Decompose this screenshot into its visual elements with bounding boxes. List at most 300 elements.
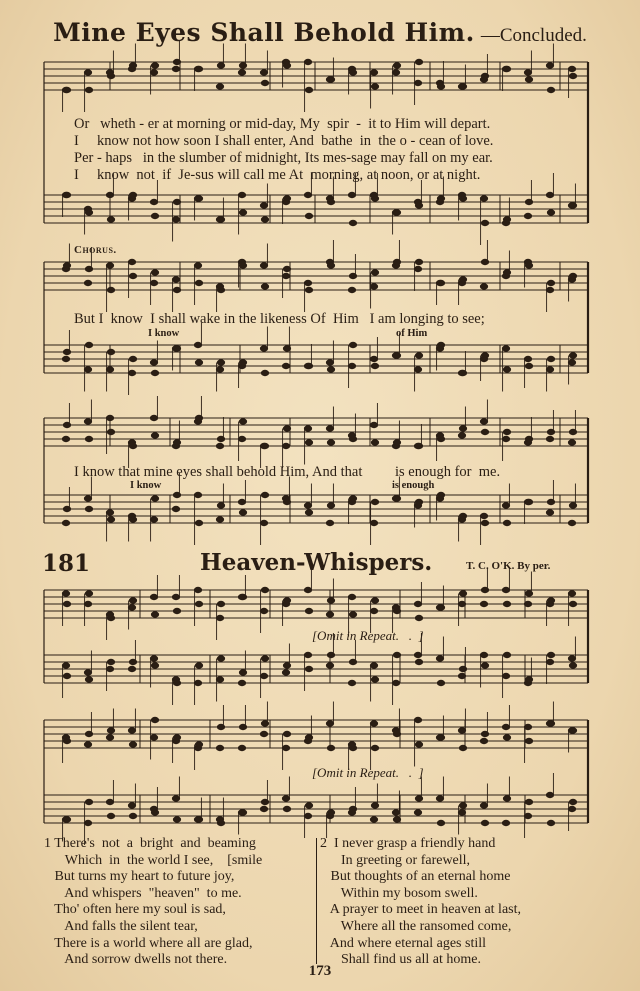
note-head xyxy=(327,263,334,268)
note-head xyxy=(327,440,334,445)
note-head xyxy=(260,263,267,268)
note-head xyxy=(172,277,179,282)
stanza-2: 2 I never grasp a friendly hand In greeting or farewell, But thoughts of an eternal home Within my bosom swell. A prayer to meet in heaven at last, Where all the ransomed come, And where eternal ages still Shall find us all at home. xyxy=(320,836,521,968)
note-head xyxy=(62,436,69,441)
note-head xyxy=(84,496,91,501)
note-head xyxy=(194,680,201,685)
note-head xyxy=(569,728,576,733)
note-head xyxy=(173,608,180,613)
note-head xyxy=(305,666,312,671)
note-head xyxy=(305,510,312,515)
note-head xyxy=(503,367,510,372)
note-head xyxy=(260,673,267,678)
note-head xyxy=(150,594,157,599)
alto-echo-2: of Him xyxy=(396,328,428,339)
note-head xyxy=(84,742,91,747)
note-head xyxy=(480,196,487,201)
note-head xyxy=(524,356,531,361)
note-head xyxy=(107,73,114,78)
note-head xyxy=(524,70,531,75)
note-head xyxy=(415,353,422,358)
note-head xyxy=(84,670,91,675)
note-head xyxy=(371,84,378,89)
note-head xyxy=(84,419,91,424)
note-head xyxy=(349,612,356,617)
note-head xyxy=(195,360,202,365)
note-head xyxy=(393,63,400,68)
note-head xyxy=(84,601,91,606)
note-head xyxy=(348,680,355,685)
note-head xyxy=(194,492,201,497)
note-head xyxy=(239,210,246,215)
note-head xyxy=(63,192,70,197)
note-head xyxy=(85,799,92,804)
alto-echo-3: I know xyxy=(130,480,162,491)
note-head xyxy=(150,415,157,420)
note-head xyxy=(304,426,311,431)
concluded-label: —Concluded. xyxy=(480,25,587,46)
note-head xyxy=(150,280,157,285)
note-head xyxy=(349,496,356,501)
note-head xyxy=(547,598,554,603)
note-head xyxy=(392,680,399,685)
note-head xyxy=(503,66,510,71)
note-head xyxy=(151,270,158,275)
note-head xyxy=(194,263,201,268)
note-head xyxy=(282,745,289,750)
note-head xyxy=(304,59,311,64)
note-head xyxy=(393,210,400,215)
note-head xyxy=(195,280,202,285)
note-head xyxy=(568,806,575,811)
note-head xyxy=(480,419,487,424)
note-head xyxy=(304,192,311,197)
note-head xyxy=(107,517,114,522)
note-head xyxy=(128,605,135,610)
note-head xyxy=(85,342,92,347)
note-head xyxy=(260,346,267,351)
note-head xyxy=(370,817,377,822)
note-head xyxy=(84,280,91,285)
note-head xyxy=(349,745,356,750)
note-head xyxy=(502,436,509,441)
note-head xyxy=(260,520,267,525)
note-head xyxy=(283,806,290,811)
note-head xyxy=(128,803,135,808)
note-head xyxy=(546,287,553,292)
note-head xyxy=(195,66,202,71)
note-head xyxy=(569,601,576,606)
note-head xyxy=(502,587,509,592)
note-head xyxy=(282,443,289,448)
note-head xyxy=(305,87,312,92)
note-head xyxy=(546,63,553,68)
note-head xyxy=(546,659,553,664)
note-head xyxy=(107,287,114,292)
note-head xyxy=(216,615,223,620)
note-head xyxy=(195,196,202,201)
note-head xyxy=(546,436,553,441)
note-head xyxy=(260,731,267,736)
note-head xyxy=(106,799,113,804)
note-head xyxy=(238,499,245,504)
note-head xyxy=(305,803,312,808)
note-head xyxy=(502,724,509,729)
note-head xyxy=(238,70,245,75)
note-head xyxy=(525,363,532,368)
chorus-lyric-2: I know that mine eyes shall behold Him, And that is enough for me. xyxy=(74,464,501,480)
note-head xyxy=(172,594,179,599)
chorus-lyric-1: But I know I shall wake in the likeness Of Him I am longing to see; xyxy=(74,311,485,327)
note-head xyxy=(458,433,465,438)
stanza-divider xyxy=(316,838,317,964)
note-head xyxy=(261,656,268,661)
note-head xyxy=(480,284,487,289)
note-head xyxy=(525,77,532,82)
note-head xyxy=(283,598,290,603)
note-head xyxy=(217,656,224,661)
note-head xyxy=(370,284,377,289)
note-head xyxy=(62,591,69,596)
note-head xyxy=(415,259,422,264)
note-head xyxy=(502,673,509,678)
note-head xyxy=(129,192,136,197)
note-head xyxy=(106,735,113,740)
note-head xyxy=(151,370,158,375)
note-head xyxy=(151,213,158,218)
note-head xyxy=(503,735,510,740)
note-head xyxy=(151,717,158,722)
note-head xyxy=(282,273,289,278)
note-head xyxy=(569,353,576,358)
note-head xyxy=(415,203,422,208)
note-head xyxy=(217,287,224,292)
note-head xyxy=(85,87,92,92)
note-head xyxy=(172,506,179,511)
note-head xyxy=(107,615,114,620)
note-head xyxy=(459,196,466,201)
note-head xyxy=(261,80,268,85)
note-head xyxy=(172,66,179,71)
note-head xyxy=(503,520,510,525)
note-head xyxy=(283,196,290,201)
note-head xyxy=(370,663,377,668)
note-head xyxy=(568,440,575,445)
hymn-author: T. C. O'K. By per. xyxy=(466,560,551,572)
note-head xyxy=(437,280,444,285)
note-head xyxy=(150,656,157,661)
note-head xyxy=(370,520,377,525)
note-head xyxy=(547,652,554,657)
note-head xyxy=(107,813,114,818)
note-head xyxy=(569,273,576,278)
note-head xyxy=(414,810,421,815)
note-head xyxy=(569,663,576,668)
note-head xyxy=(547,280,554,285)
note-head xyxy=(107,429,114,434)
note-head xyxy=(415,499,422,504)
note-head xyxy=(151,63,158,68)
note-head xyxy=(348,594,355,599)
note-head xyxy=(371,270,378,275)
note-head xyxy=(195,663,202,668)
omit-in-repeat-1: [Omit in Repeat. . ] xyxy=(312,628,424,643)
note-head xyxy=(129,742,136,747)
hymn-number: 181 xyxy=(42,550,91,577)
note-head xyxy=(481,663,488,668)
note-head xyxy=(304,280,311,285)
note-head xyxy=(480,803,487,808)
note-head xyxy=(546,792,553,797)
note-head xyxy=(282,363,289,368)
note-head xyxy=(260,70,267,75)
note-head xyxy=(151,612,158,617)
note-head xyxy=(370,70,377,75)
note-head xyxy=(173,817,180,822)
note-head xyxy=(216,677,223,682)
note-head xyxy=(260,203,267,208)
note-head xyxy=(569,799,576,804)
note-head xyxy=(546,510,553,515)
note-head xyxy=(238,745,245,750)
note-head xyxy=(85,677,92,682)
note-head xyxy=(260,806,267,811)
note-head xyxy=(305,287,312,292)
note-head xyxy=(568,66,575,71)
note-head xyxy=(304,587,311,592)
note-head xyxy=(568,591,575,596)
note-head xyxy=(502,503,509,508)
note-head xyxy=(305,213,312,218)
note-head xyxy=(414,717,421,722)
note-head xyxy=(62,356,69,361)
page-number: 173 xyxy=(308,963,332,979)
note-head xyxy=(371,363,378,368)
note-head xyxy=(106,666,113,671)
note-head xyxy=(261,284,268,289)
note-head xyxy=(546,367,553,372)
note-head xyxy=(261,217,268,222)
note-head xyxy=(261,370,268,375)
note-head xyxy=(150,199,157,204)
note-head xyxy=(85,436,92,441)
note-head xyxy=(128,666,135,671)
note-head xyxy=(568,520,575,525)
note-head xyxy=(150,735,157,740)
note-head xyxy=(172,217,179,222)
note-head xyxy=(150,517,157,522)
note-head xyxy=(62,663,69,668)
note-head xyxy=(481,820,488,825)
note-head xyxy=(480,738,487,743)
hymn-title: Heaven-Whispers. xyxy=(200,549,433,576)
note-head xyxy=(84,820,91,825)
note-head xyxy=(414,367,421,372)
note-head xyxy=(392,70,399,75)
note-head xyxy=(392,810,399,815)
note-head xyxy=(437,492,444,497)
note-head xyxy=(547,356,554,361)
note-head xyxy=(216,443,223,448)
chorus-label: Chorus. xyxy=(74,244,117,256)
note-head xyxy=(129,517,136,522)
note-head xyxy=(502,346,509,351)
note-head xyxy=(414,80,421,85)
note-head xyxy=(481,353,488,358)
note-head xyxy=(84,367,91,372)
note-head xyxy=(195,601,202,606)
note-head xyxy=(195,520,202,525)
note-head xyxy=(129,813,136,818)
note-head xyxy=(568,360,575,365)
note-head xyxy=(480,513,487,518)
note-head xyxy=(437,436,444,441)
note-head xyxy=(327,810,334,815)
alto-echo-1: I know xyxy=(148,328,180,339)
note-head xyxy=(547,210,554,215)
note-head xyxy=(327,199,334,204)
note-head xyxy=(349,70,356,75)
note-head xyxy=(547,87,554,92)
note-head xyxy=(217,360,224,365)
note-head xyxy=(414,601,421,606)
note-head xyxy=(326,520,333,525)
note-head xyxy=(151,496,158,501)
note-head xyxy=(370,422,377,427)
note-head xyxy=(129,273,136,278)
note-head xyxy=(304,652,311,657)
note-head xyxy=(128,370,135,375)
verse-line-3: Per - haps in the slumber of midnight, Its mes-sage may fall on my ear. xyxy=(74,150,493,166)
note-head xyxy=(216,367,223,372)
note-head xyxy=(63,673,70,678)
alto-echo-4: is enough xyxy=(392,480,435,491)
note-head xyxy=(414,652,421,657)
note-head xyxy=(194,342,201,347)
note-head xyxy=(459,591,466,596)
note-head xyxy=(459,745,466,750)
note-head xyxy=(326,426,333,431)
note-head xyxy=(217,601,224,606)
note-head xyxy=(370,608,377,613)
note-head xyxy=(459,277,466,282)
omit-in-repeat-2: [Omit in Repeat. . ] xyxy=(312,765,424,780)
note-head xyxy=(305,440,312,445)
note-head xyxy=(568,656,575,661)
note-head xyxy=(107,349,114,354)
note-head xyxy=(569,73,576,78)
note-head xyxy=(371,440,378,445)
note-head xyxy=(62,520,69,525)
verse-line-4: I know not if Je-sus will call me At morning, at noon, or at night. xyxy=(74,167,481,183)
note-head xyxy=(459,803,466,808)
hymn-title-concluded: Mine Eyes Shall Behold Him. xyxy=(53,18,475,47)
note-head xyxy=(216,745,223,750)
note-head xyxy=(261,443,268,448)
note-head xyxy=(239,419,246,424)
note-head xyxy=(85,506,92,511)
note-head xyxy=(370,721,377,726)
note-head xyxy=(481,520,488,525)
note-head xyxy=(480,601,487,606)
note-head xyxy=(371,598,378,603)
note-head xyxy=(216,84,223,89)
note-head xyxy=(151,433,158,438)
note-head xyxy=(547,820,554,825)
note-head xyxy=(216,517,223,522)
note-head xyxy=(415,742,422,747)
note-head xyxy=(348,287,355,292)
note-head xyxy=(480,652,487,657)
note-head xyxy=(239,810,246,815)
note-head xyxy=(283,731,290,736)
note-head xyxy=(84,70,91,75)
note-head xyxy=(150,70,157,75)
note-head xyxy=(238,436,245,441)
note-head xyxy=(260,608,267,613)
note-head xyxy=(173,680,180,685)
note-head xyxy=(415,615,422,620)
note-head xyxy=(525,799,532,804)
note-head xyxy=(129,356,136,361)
note-head xyxy=(63,817,70,822)
note-head xyxy=(107,659,114,664)
note-head xyxy=(546,192,553,197)
note-head xyxy=(151,810,158,815)
note-head xyxy=(128,259,135,264)
note-head xyxy=(525,263,532,268)
note-head xyxy=(349,220,356,225)
note-head xyxy=(459,513,466,518)
note-head xyxy=(327,745,334,750)
note-head xyxy=(503,601,510,606)
note-head xyxy=(129,443,136,448)
note-head xyxy=(282,796,289,801)
note-head xyxy=(282,670,289,675)
stanza-1: 1 There's not a bright and beaming Which in the world I see, [smile But turns my heart to future joy, And whispers "heaven" to me. Tho' often here my soul is sad, And falls the silent tear, There is a world where all are glad, And sorrow dwells not there. xyxy=(44,836,263,968)
note-head xyxy=(85,591,92,596)
note-head xyxy=(371,677,378,682)
note-head xyxy=(261,492,268,497)
note-head xyxy=(261,587,268,592)
note-head xyxy=(437,820,444,825)
note-head xyxy=(349,342,356,347)
note-head xyxy=(63,87,70,92)
note-head xyxy=(481,429,488,434)
note-head xyxy=(238,192,245,197)
note-head xyxy=(128,728,135,733)
note-head xyxy=(195,742,202,747)
note-head xyxy=(436,796,443,801)
note-head xyxy=(194,587,201,592)
note-head xyxy=(304,813,311,818)
note-head xyxy=(85,210,92,215)
note-head xyxy=(305,608,312,613)
note-head xyxy=(415,59,422,64)
note-head xyxy=(415,659,422,664)
note-head xyxy=(348,363,355,368)
note-head xyxy=(371,745,378,750)
note-head xyxy=(239,510,246,515)
note-head xyxy=(437,680,444,685)
note-head xyxy=(326,360,333,365)
note-head xyxy=(370,356,377,361)
note-head xyxy=(150,360,157,365)
note-head xyxy=(436,656,443,661)
note-head xyxy=(129,598,136,603)
note-head xyxy=(238,680,245,685)
note-head xyxy=(371,499,378,504)
